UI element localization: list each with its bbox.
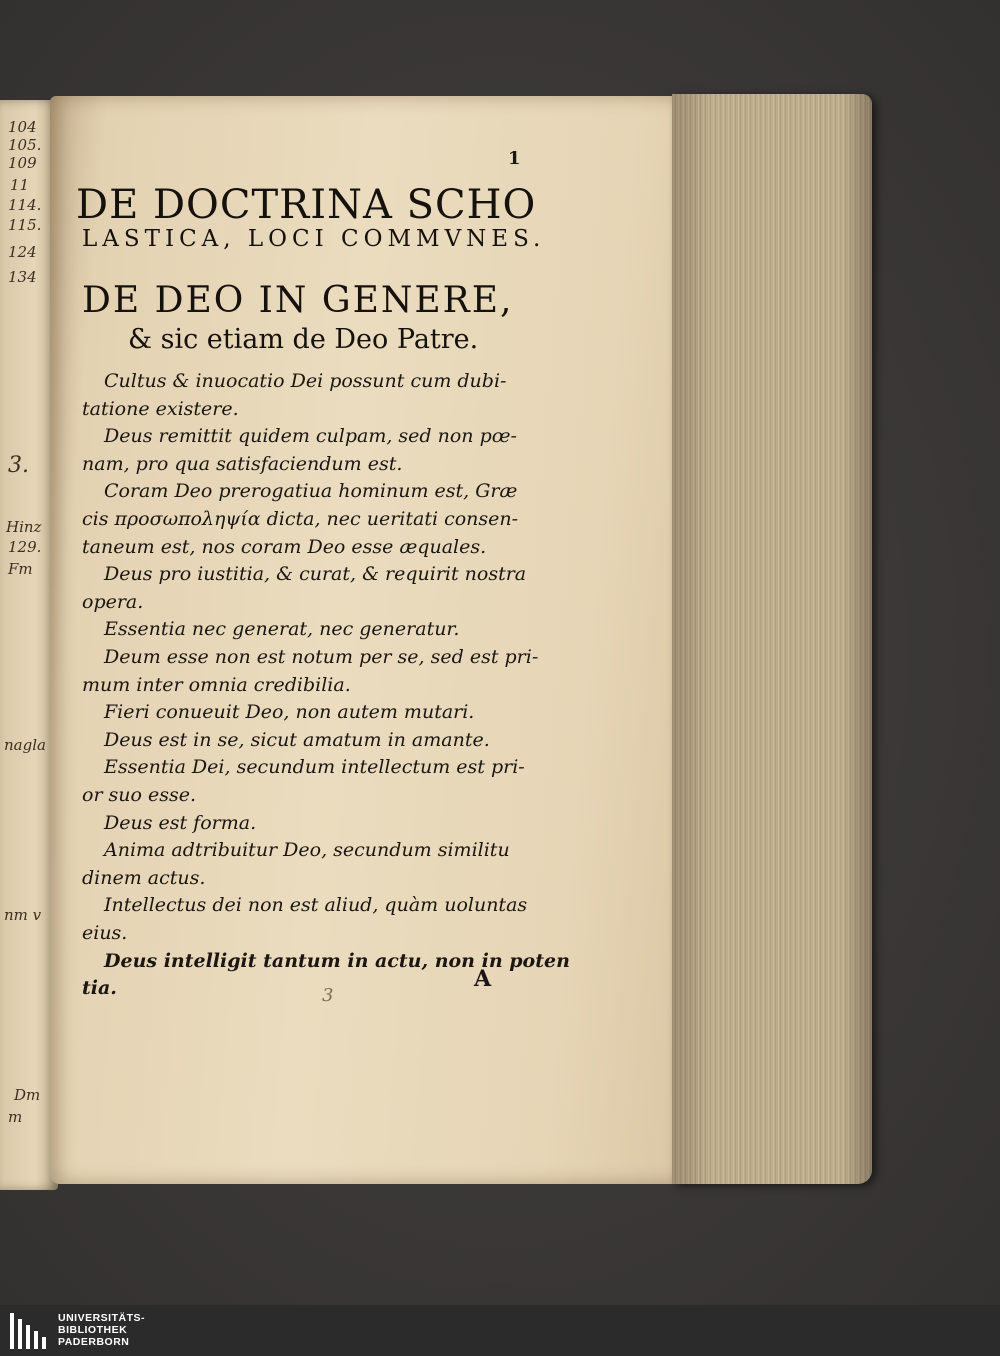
margin-note: m [8,1108,23,1126]
body-line: dinem actus. [82,866,206,889]
margin-note: Hinz [6,518,42,536]
logo-line3: PADERBORN [58,1336,130,1348]
logo-line1: UNIVERSITÄTS- [58,1312,146,1324]
body-line: Cultus & inuocatio Dei possunt cum dubi- [104,370,507,392]
body-line: Anima adtribuitur Deo, secundum similitu [104,839,510,862]
margin-note: 114. [8,196,42,214]
body-line: Deus est in se, sicut amatum in amante. [104,728,490,751]
body-line: Deus remittit quidem culpam, sed non pœ- [104,425,517,448]
body-line: opera. [82,590,144,613]
library-logo-text [58,1312,145,1348]
margin-note: 105. [8,136,42,154]
margin-note: 109 [8,154,37,172]
body-line: Fieri conueuit Deo, non autem mutari. [104,701,475,724]
book-page [50,96,690,1184]
pencil-mark: 3 [322,985,334,1006]
body-line: Deus est forma. [104,811,257,834]
margin-note: 124 [8,243,37,261]
margin-note: 11 [10,176,30,194]
fore-edge-shading [672,94,872,1184]
margin-note: nagla [4,736,46,754]
body-line: mum inter omnia credibilia. [82,673,351,696]
body-line: eius. [82,922,128,944]
section-heading-line2: & sic etiam de Deo Patre. [128,324,479,355]
body-line: Coram Deo prerogatiua hominum est, Græ [104,480,518,503]
body-line: Intellectus dei non est aliud, quàm uoluntas [104,894,528,917]
margin-note: Fm [8,560,33,578]
body-line: tia. [82,977,117,1000]
margin-note: nm v [4,906,42,924]
body-line: tatione existere. [82,397,239,420]
body-line: Deum esse non est notum per se, sed est pri- [104,646,539,668]
margin-note: 115. [8,216,42,234]
margin-note: 129. [8,538,42,556]
body-line: cis προσωποληψία dicta, nec ueritati consen- [82,508,519,530]
page-title-line1: DE DOCTRINA SCHO [76,182,537,228]
margin-note: 104 [8,118,37,136]
body-line: Essentia Dei, secundum intellectum est pri- [104,756,525,779]
section-heading-line1: DE DEO IN GENERE, [82,280,514,321]
margin-note: 134 [8,268,37,286]
body-line: Deus pro iustitia, & curat, & requirit nostra [104,563,527,586]
margin-note: 3. [8,453,29,478]
signature-mark: A [474,966,492,992]
page-title-line2: LASTICA, LOCI COMMVNES. [82,226,546,252]
body-line: or suo esse. [82,784,197,806]
footer-bar [0,1305,1000,1356]
folio-number: 1 [508,148,521,169]
library-logo-icon [10,1313,50,1349]
body-line: Essentia nec generat, nec generatur. [104,618,460,641]
body-line: taneum est, nos coram Deo esse æquales. [82,535,487,558]
body-line: Deus intelligit tantum in actu, non in poten [104,949,570,972]
margin-note: Dm [14,1086,41,1104]
body-line: nam, pro qua satisfaciendum est. [82,452,403,475]
logo-line2: BIBLIOTHEK [58,1324,128,1336]
